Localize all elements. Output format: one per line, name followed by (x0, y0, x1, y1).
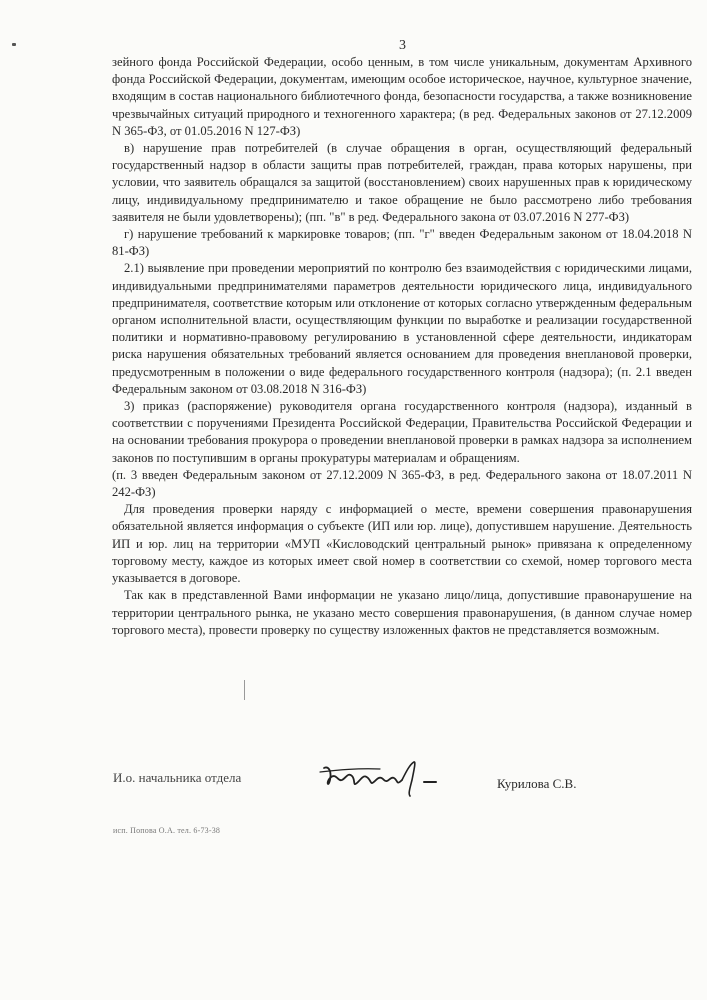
paragraph-museum-fund: зейного фонда Российской Федерации, особо ценным, в том числе уникальным, документам Архивного фонда Российской Федерации, документам, имеющим особое историческое, научное, культурное значение, входящим в состав национального библиотечного фонда, безопасности государства, а также возникновение чрезвычайных ситуаций природного и техногенного характера; (в ред. Федеральных законов от 27.12.2009 N 365-ФЗ, от 01.05.2016 N 127-ФЗ) (112, 55, 692, 138)
paragraph-conclusion: Так как в представленной Вами информации не указано лицо/лица, допустившие правонарушение на территории центрального рынка, не указано место совершения правонарушения, (в данном случае номер торгового места), провести проверку по существу изложенных фактов не представляется возможным. (112, 588, 692, 637)
paragraph-labeling: г) нарушение требований к маркировке товаров; (пп. "г" введен Федеральным законом от 18.04.2018 N 81-ФЗ) (112, 227, 692, 259)
page-number: 3 (399, 38, 406, 53)
executor-info: исп. Попова О.А. тел. 6-73-38 (113, 826, 221, 835)
paragraph-amendment: (п. 3 введен Федеральным законом от 27.12.2009 N 365-ФЗ, в ред. Федерального закона от 18.07.2011 N 242-ФЗ) (112, 467, 692, 500)
signature-block (0, 770, 707, 810)
paragraph-order: 3) приказ (распоряжение) руководителя органа государственного контроля (надзора), изданный в соответствии с поручениями Президента Российской Федерации, Правительства Российской Федерации и на основании требования прокурора о проведении внеплановой проверки в рамках надзора за исполнением законов по поступившим в органы прокуратуры материалам и обращениям. (112, 399, 692, 465)
signer-name: Курилова С.В. (497, 776, 577, 791)
paragraph-inspection-info: Для проведения проверки наряду с информацией о месте, времени совершения правонарушения обязательной является информация о субъекте (ИП или юр. лице), допустившем нарушение. Деятельность ИП и юр. лиц на территории «МУП «Кисловодский центральный рынок» привязана к определенному торговому месту, каждое из которых имеет свой номер в соответствии со схемой, номер торгового места указывается в договоре. (112, 502, 692, 586)
paragraph-indicators: 2.1) выявление при проведении мероприятий по контролю без взаимодействия с юридическими лицами, индивидуальными предпринимателями параметров деятельности юридического лица, индивидуального предпринимателя, соответствие которым или отклонение от которых согласно утвержденным федеральным органом исполнительной власти, осуществляющим функции по выработке и реализации государственной политики и нормативно-правовому регулированию в установленной сфере деятельности, индикаторам риска нарушения обязательных требований является основанием для проведения внеплановой проверки, предусмотренным в положении о виде федерального государственного контроля (надзора); (п. 2.1 введен Федеральным законом от 03.08.2018 N 316-ФЗ) (112, 261, 692, 396)
signer-position: И.о. начальника отдела (113, 770, 242, 785)
letter-body (112, 54, 692, 639)
handwritten-signature (318, 758, 443, 798)
paragraph-consumer-rights: в) нарушение прав потребителей (в случае обращения в орган, осуществляющий федеральный государственный надзор в области защиты прав потребителей, граждан, права которых нарушены, при условии, что заявитель обращался за защитой (восстановлением) своих нарушенных прав к юридическому лицу, индивидуальному предпринимателю и такое обращение не было рассмотрено либо требования заявителя не были удовлетворены); (пп. "в" в ред. Федерального закона от 03.07.2016 N 277-ФЗ) (112, 141, 692, 224)
scan-mark (12, 43, 16, 46)
margin-mark (244, 680, 245, 700)
